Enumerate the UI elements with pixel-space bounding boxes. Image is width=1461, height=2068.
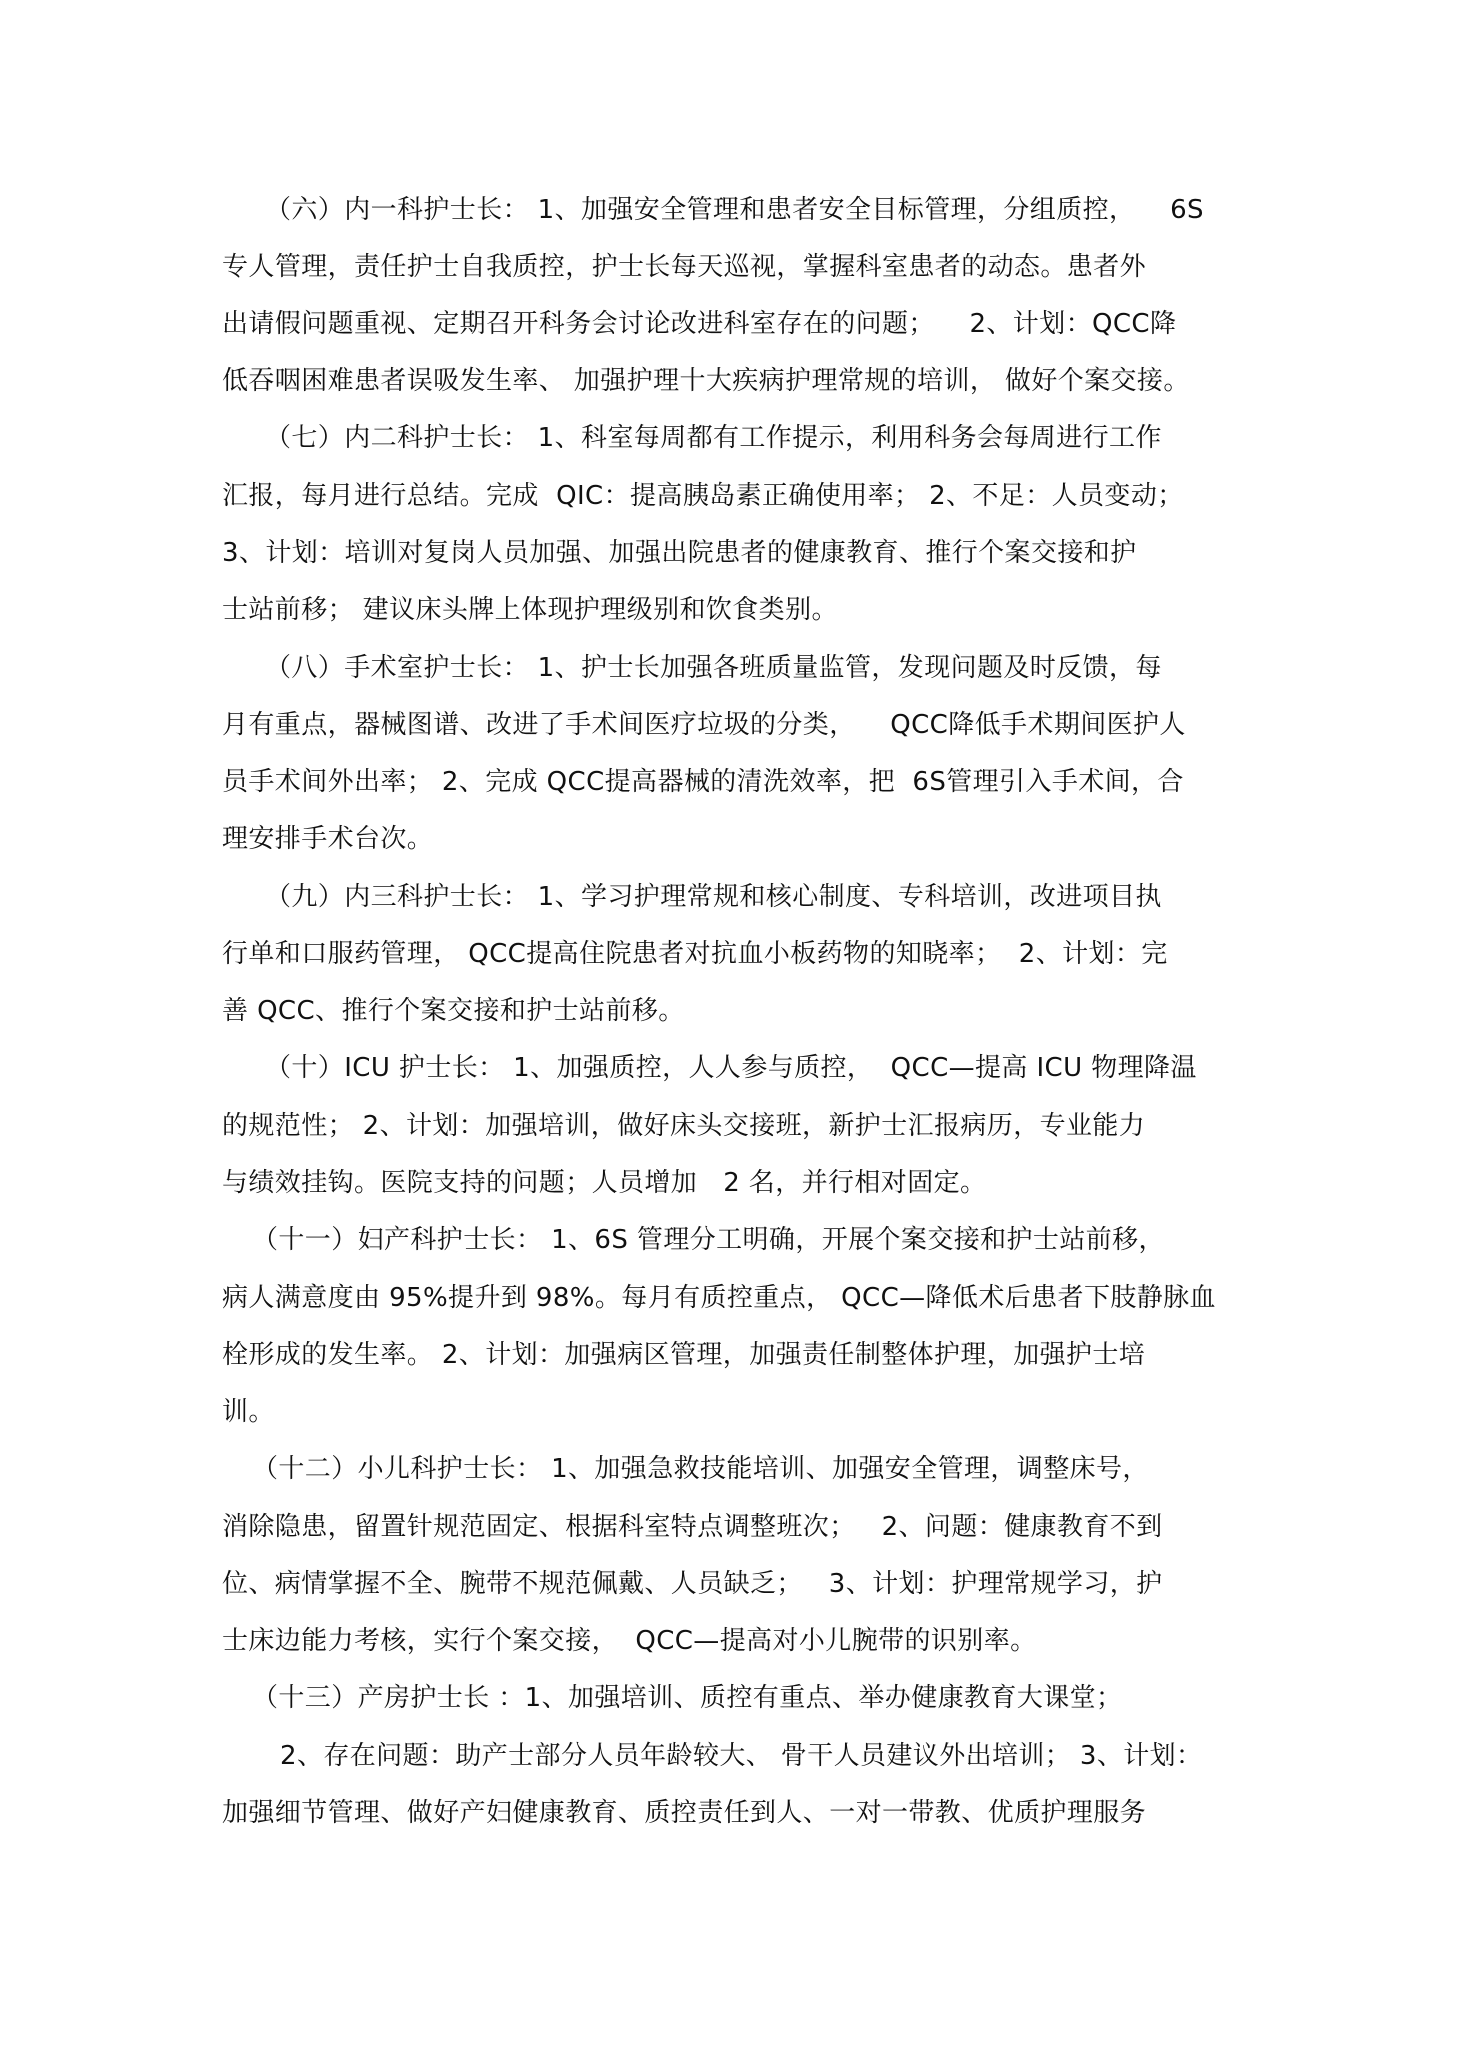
text-line: 训。 bbox=[222, 1397, 275, 1427]
text-line: 3、计划：培训对复岗人员加强、加强出院患者的健康教育、推行个案交接和护 bbox=[222, 538, 1137, 568]
text-line: 2、存在问题：助产士部分人员年龄较大、 骨干人员建议外出培训； 3、计划： bbox=[280, 1741, 1203, 1771]
text-line: 行单和口服药管理， QCC提高住院患者对抗血小板药物的知晓率； 2、计划：完 bbox=[222, 939, 1168, 969]
text-line: （七）内二科护士长： 1、科室每周都有工作提示，利用科务会每周进行工作 bbox=[265, 423, 1162, 453]
text-line: （九）内三科护士长： 1、学习护理常规和核心制度、专科培训，改进项目执 bbox=[265, 882, 1162, 912]
text-line: 汇报，每月进行总结。完成 QIC：提高胰岛素正确使用率； 2、不足：人员变动； bbox=[222, 481, 1184, 511]
text-line: 员手术间外出率； 2、完成 QCC提高器械的清洗效率，把 6S管理引入手术间，合 bbox=[222, 767, 1184, 797]
text-line: 的规范性； 2、计划：加强培训，做好床头交接班，新护士汇报病历，专业能力 bbox=[222, 1111, 1146, 1141]
text-line: （八）手术室护士长： 1、护士长加强各班质量监管，发现问题及时反馈，每 bbox=[265, 653, 1162, 683]
text-line: （十一）妇产科护士长： 1、6S 管理分工明确，开展个案交接和护士站前移， bbox=[252, 1225, 1165, 1255]
text-line: 月有重点，器械图谱、改进了手术间医疗垃圾的分类， QCC降低手术期间医护人 bbox=[222, 710, 1186, 740]
text-line: 低吞咽困难患者误吸发生率、 加强护理十大疾病护理常规的培训， 做好个案交接。 bbox=[222, 366, 1190, 396]
text-line: 专人管理，责任护士自我质控，护士长每天巡视，掌握科室患者的动态。患者外 bbox=[222, 252, 1147, 282]
text-line: 消除隐患，留置针规范固定、根据科室特点调整班次； 2、问题：健康教育不到 bbox=[222, 1512, 1163, 1542]
text-line: 士床边能力考核，实行个案交接， QCC—提高对小儿腕带的识别率。 bbox=[222, 1626, 1037, 1656]
text-line: 病人满意度由 95%提升到 98%。每月有质控重点， QCC—降低术后患者下肢静脉血 bbox=[222, 1283, 1216, 1313]
text-line: 与绩效挂钩。医院支持的问题；人员增加 2 名，并行相对固定。 bbox=[222, 1168, 987, 1198]
text-line: （十）ICU 护士长： 1、加强质控，人人参与质控， QCC—提高 ICU 物理降温 bbox=[265, 1053, 1197, 1083]
text-line: 出请假问题重视、定期召开科务会讨论改进科室存在的问题； 2、计划：QCC降 bbox=[222, 309, 1177, 339]
text-line: 位、病情掌握不全、腕带不规范佩戴、人员缺乏； 3、计划：护理常规学习，护 bbox=[222, 1569, 1163, 1599]
text-line: 善 QCC、推行个案交接和护士站前移。 bbox=[222, 996, 685, 1026]
text-line: 栓形成的发生率。 2、计划：加强病区管理，加强责任制整体护理，加强护士培 bbox=[222, 1340, 1146, 1370]
text-line: 加强细节管理、做好产妇健康教育、质控责任到人、一对一带教、优质护理服务 bbox=[222, 1798, 1147, 1828]
text-line: 士站前移； 建议床头牌上体现护理级别和饮食类别。 bbox=[222, 595, 838, 625]
text-line: （六）内一科护士长： 1、加强安全管理和患者安全目标管理，分组质控， 6S bbox=[265, 195, 1204, 225]
text-line: （十二）小儿科护士长： 1、加强急救技能培训、加强安全管理，调整床号， bbox=[252, 1454, 1149, 1484]
text-line: （十三）产房护士长 ：1、加强培训、质控有重点、举办健康教育大课堂； bbox=[252, 1683, 1123, 1713]
text-line: 理安排手术台次。 bbox=[222, 824, 434, 854]
